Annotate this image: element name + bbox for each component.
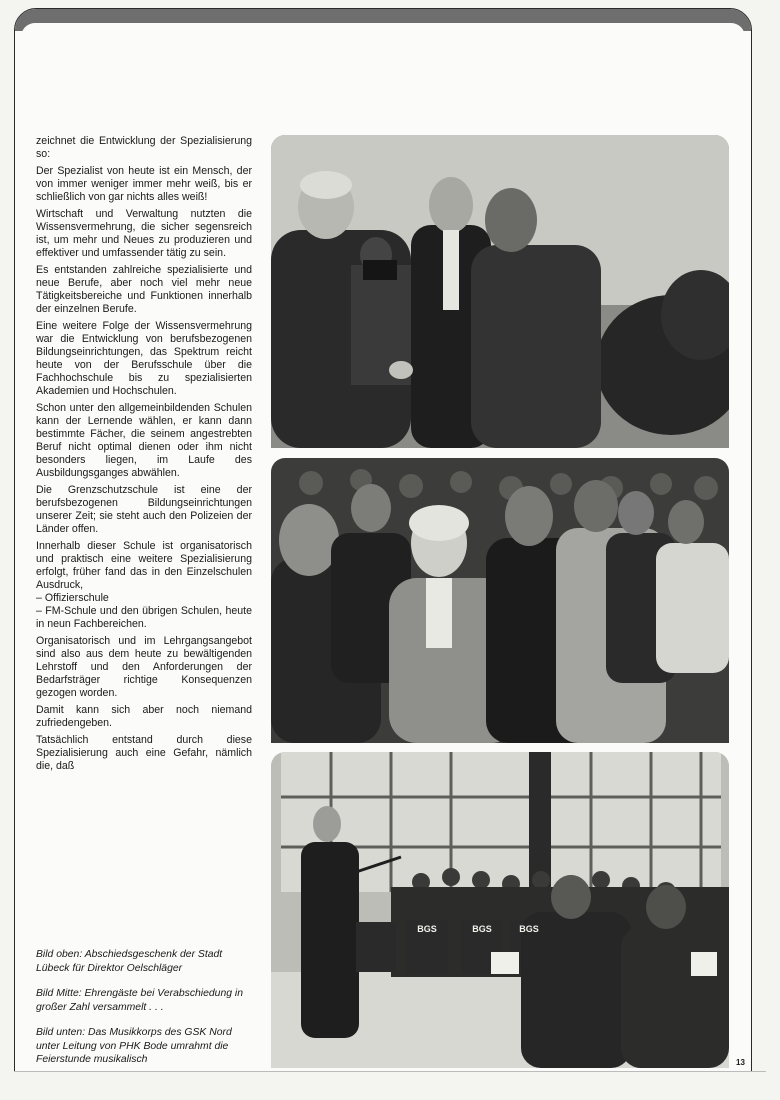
paragraph: Organisatorisch und im Lehrgangsangebot sind also aus dem heute zu bewältigenden Lehrstoff und den Anforderungen der Bedarfsträger richtige Konsequenzen gezogen worden. [36, 635, 252, 699]
paragraph: zeichnet die Entwicklung der Spezialisierung so: [36, 135, 252, 160]
caption-middle: Bild Mitte: Ehrengäste bei Verabschiedung in großer Zahl versammelt . . . [36, 988, 243, 1013]
paragraph: Die Grenzschutzschule ist eine der berufsbezogenen Bildungseinrichtungen unserer Zeit; sie steht auch den Polizeien der Länder offen. [36, 484, 252, 535]
paragraph: Schon unter den allgemeinbildenden Schulen kann der Lernende wählen, er kann dann bestimmte Fächer, die seinem angestrebten Beruf nicht optimal dienen oder ihm nicht besonders liegen, im Laufe des Ausbildungsganges abwählen. [36, 402, 252, 479]
paragraph: Innerhalb dieser Schule ist organisatorisch und praktisch eine weitere Spezialisierung erfolgt, früher fand das in den Einzelschulen Ausdruck, [36, 540, 252, 591]
list-item: – FM-Schule und den übrigen Schulen, heute in neun Fachbereichen. [36, 605, 252, 630]
article-body [36, 135, 252, 777]
paragraph: Der Spezialist von heute ist ein Mensch, der von immer weniger immer mehr weiß, bis er schließlich von gar nichts alles weiß! [36, 165, 252, 203]
paragraph: Wirtschaft und Verwaltung nutzten die Wissensvermehrung, die sicher segensreich ist, um mehr und Neues zu produzieren und effektiver und umfassender tätig zu sein. [36, 208, 252, 259]
caption-bottom: Bild unten: Das Musikkorps des GSK Nord unter Leitung von PHK Bode umrahmt die Feierstunde musikalisch [36, 1027, 232, 1065]
paragraph: Tatsächlich entstand durch diese Spezialisierung auch eine Gefahr, nämlich die, daß [36, 734, 252, 772]
stand-label-bgs: BGS [519, 924, 539, 934]
paragraph: Damit kann sich aber noch niemand zufriedengeben. [36, 704, 252, 729]
stand-label-bgs: BGS [417, 924, 437, 934]
bottom-rule [14, 1071, 766, 1072]
photo-captions [36, 948, 252, 1079]
caption-top: Bild oben: Abschiedsgeschenk der Stadt Lübeck für Direktor Oelschläger [36, 949, 223, 974]
paragraph: Eine weitere Folge der Wissensvermehrung war die Entwicklung von berufsbezogenen Bildungseinrichtungen, das Spektrum reicht heute von der Berufsschule über die Fachhochschule bis zu spezialisierten Akademien und Hochschulen. [36, 320, 252, 397]
list-item: – Offizierschule [36, 592, 109, 604]
page-number: 13 [736, 1058, 745, 1067]
photo-farewell-gift [271, 135, 729, 448]
photo-music-corps [271, 752, 729, 1068]
photo-honored-guests [271, 458, 729, 743]
stand-label-bgs: BGS [472, 924, 492, 934]
paragraph: Es entstanden zahlreiche spezialisierte und neue Berufe, aber noch viel mehr neue Tätigkeitsbereiche und Funktionen innerhalb der einzelnen Berufe. [36, 264, 252, 315]
